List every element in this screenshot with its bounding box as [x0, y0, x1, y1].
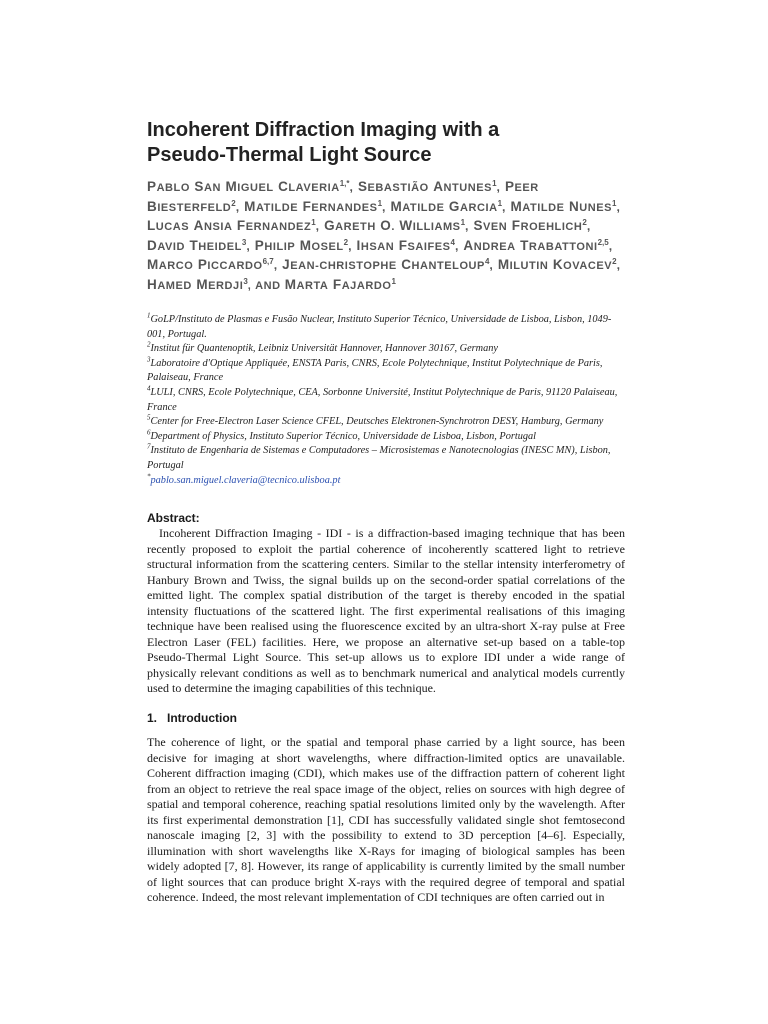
section-title: Introduction: [167, 711, 237, 725]
affiliations: [147, 313, 625, 488]
author-sup: 1: [311, 217, 316, 227]
affiliation: $^7$Instituto de Engenharia de Sistemas e Computadores – Microsistemas e Nanotecnologias (INESC MN), Lisbon, Portugal: [147, 442, 611, 471]
author-name: LUCAS ANSIA FERNANDEZ: [147, 218, 312, 233]
author-name: HAMED MERDJI: [147, 276, 244, 292]
section-heading: [147, 711, 625, 725]
corresponding-email[interactable]: *pablo.san.miguel.claveria@tecnico.ulisboa.pt: [147, 472, 341, 486]
author-name: SVEN FROEHLICH: [473, 218, 583, 233]
author-sup: 2,5: [597, 237, 609, 247]
author-name: IHSAN FSAIFES: [356, 237, 451, 253]
author-name: GARETH O. WILLIAMS: [324, 218, 461, 233]
abstract-text: Incoherent Diffraction Imaging - IDI - is a diffraction-based imaging technique that has been recently proposed to exploit the partial coherence of incoherently scattered light to retrieve structural information from the scattering centers. Similar to the stellar intensity interferometry of Hanbury Brown and Twiss, the signal builds up on the second-order spatial correlations of the emitted light. The complex spatial distribution of the target is thereby encoded in the spatial intensity fluctuations of the scattered light. The first experimental realisations of this imaging technique have been realised using the fluorescence excited by an ultra-short X-ray pulse at Free Electron Laser (FEL) facilities. Here, we propose an alternative set-up based on a table-top Pseudo-Thermal Light Source. This set-up allows us to explore IDI under a wide range of physically relevant conditions as well as to benchmark numerical and analytical models currently used to determine the imaging capabilities of this technique.: [147, 526, 625, 696]
author-sup: 6,7: [262, 256, 274, 266]
section-number: 1.: [147, 711, 158, 725]
author-name: PHILIP MOSEL: [254, 237, 344, 253]
author-sup: 1: [391, 276, 396, 286]
affiliation: $^4$LULI, CNRS, Ecole Polytechnique, CEA, Sorbonne Université, Institut Polytechnique de Paris, 91120 Palaiseau, France: [147, 384, 618, 413]
author-name: JEAN-CHRISTOPHE CHANTELOUP: [282, 257, 485, 272]
paper-title: [147, 118, 625, 168]
author-name: DAVID THEIDEL: [147, 237, 242, 253]
author-list: PABLO SAN MIGUEL $CLAVERIA^{1,*}$, SEBASTIÃO ANTUNES$^1$, PEER BIESTERFELD$^2$, MATILDE FERNANDES$^1$, MATILDE GARCIA$^1$, MATILDE NUNES$^1$, LUCAS ANSIA FERNANDEZ$^1$, GARETH O. WILLIAMS$^1$, SVEN FROEHLICH$^2$, DAVID THEIDEL$^3$, PHILIP MOSEL$^2$, IHSAN FSAIFES$^4$, ANDREA TRABATTONI$^{2,5}$, MARCO PICCARDO$^{6,7}$, JEAN-CHRISTOPHE CHANTELOUP$^4$, MILUTIN KOVACEV$^2$, HAMED MERDJI$^3$, AND MARTA FAJARDO$^1$: [147, 178, 621, 292]
affiliation: $^5$Center for Free-Electron Laser Science CFEL, Deutsches Elektronen-Synchrotron DESY, Hamburg, Germany: [147, 413, 604, 428]
affiliation: $^2$Institut für Quantenoptik, Leibniz Universität Hannover, Hannover 30167, Germany: [147, 340, 498, 355]
author-sup: 1: [612, 198, 617, 208]
author-sup: 1: [497, 198, 503, 208]
author-name: MATILDE NUNES: [510, 198, 613, 214]
abstract-heading: Abstract:: [147, 511, 200, 525]
author-sup: 4: [484, 256, 490, 266]
author-sup: 3: [241, 237, 247, 247]
author-name: MATILDE FERNANDES: [244, 198, 378, 214]
title-line-2: Pseudo-Thermal Light Source: [147, 144, 432, 166]
author-name: ANDREA TRABATTONI: [463, 237, 598, 253]
affiliation: $^3$Laboratoire d'Optique Appliquée, ENSTA Paris, CNRS, Ecole Polytechnique, Institut Polytechnique de Paris, Palaiseau, France: [147, 355, 603, 384]
author-sup: 2: [231, 198, 236, 208]
author-sup: 4: [450, 237, 455, 247]
author-name: MARTA FAJARDO: [284, 276, 392, 292]
author-sup: 1,*: [339, 178, 350, 188]
author-name: PEER BIESTERFELD: [147, 179, 539, 214]
introduction-text: The coherence of light, or the spatial and temporal phase carried by a light source, has been decisive for imaging at short wavelengths, where diffraction-limited optics are unavailable. Coherent diffraction imaging (CDI), which makes use of the diffraction pattern of coherent light from an object to retrieve the real space image of the object, relies on sources with high degree of spatial and temporal coherence, reaching spatial resolutions limited only by the wavelength. After its first experimental demonstration [1], CDI has successfully validated single shot femtosecond nanoscale imaging [2, 3] with the possibility to extend to 3D perception [4–6]. Especially, illumination with short wavelengths like X-Rays for imaging of biological samples has been widely adopted [7, 8]. However, its range of applicability is currently limited by the small number of light sources that can produce bright X-rays with the required degree of temporal and spatial coherence. Indeed, the most relevant implementation of CDI techniques are often carried out in: [147, 735, 625, 905]
author-sup: 1: [377, 198, 383, 208]
author-sup: 2: [582, 217, 587, 227]
author-sup: 1: [492, 178, 497, 188]
author-sup: 2: [612, 256, 617, 266]
author-name: PABLO SAN MIGUEL CLAVERIA: [147, 179, 340, 194]
affiliation: $^6$Department of Physics, Instituto Superior Técnico, Universidade de Lisboa, Lisbon, Portugal: [147, 428, 537, 442]
email-link[interactable]: pablo.san.miguel.claveria@tecnico.ulisboa.pt: [150, 474, 341, 486]
author-sup: 2: [343, 237, 349, 247]
author-sup: 1: [460, 217, 466, 227]
author-name: MILUTIN KOVACEV: [497, 257, 613, 272]
author-sup: 3: [243, 276, 248, 286]
author-name: MARCO PICCARDO: [147, 257, 263, 272]
author-name: SEBASTIÃO ANTUNES: [357, 179, 493, 194]
author-name: MATILDE GARCIA: [390, 198, 498, 214]
title-line-1: Incoherent Diffraction Imaging with a: [147, 119, 500, 141]
affiliation: $^1$GoLP/Instituto de Plasmas e Fusão Nuclear, Instituto Superior Técnico, Universidade de Lisboa, Lisbon, 1049-001, Portugal.: [147, 311, 612, 340]
